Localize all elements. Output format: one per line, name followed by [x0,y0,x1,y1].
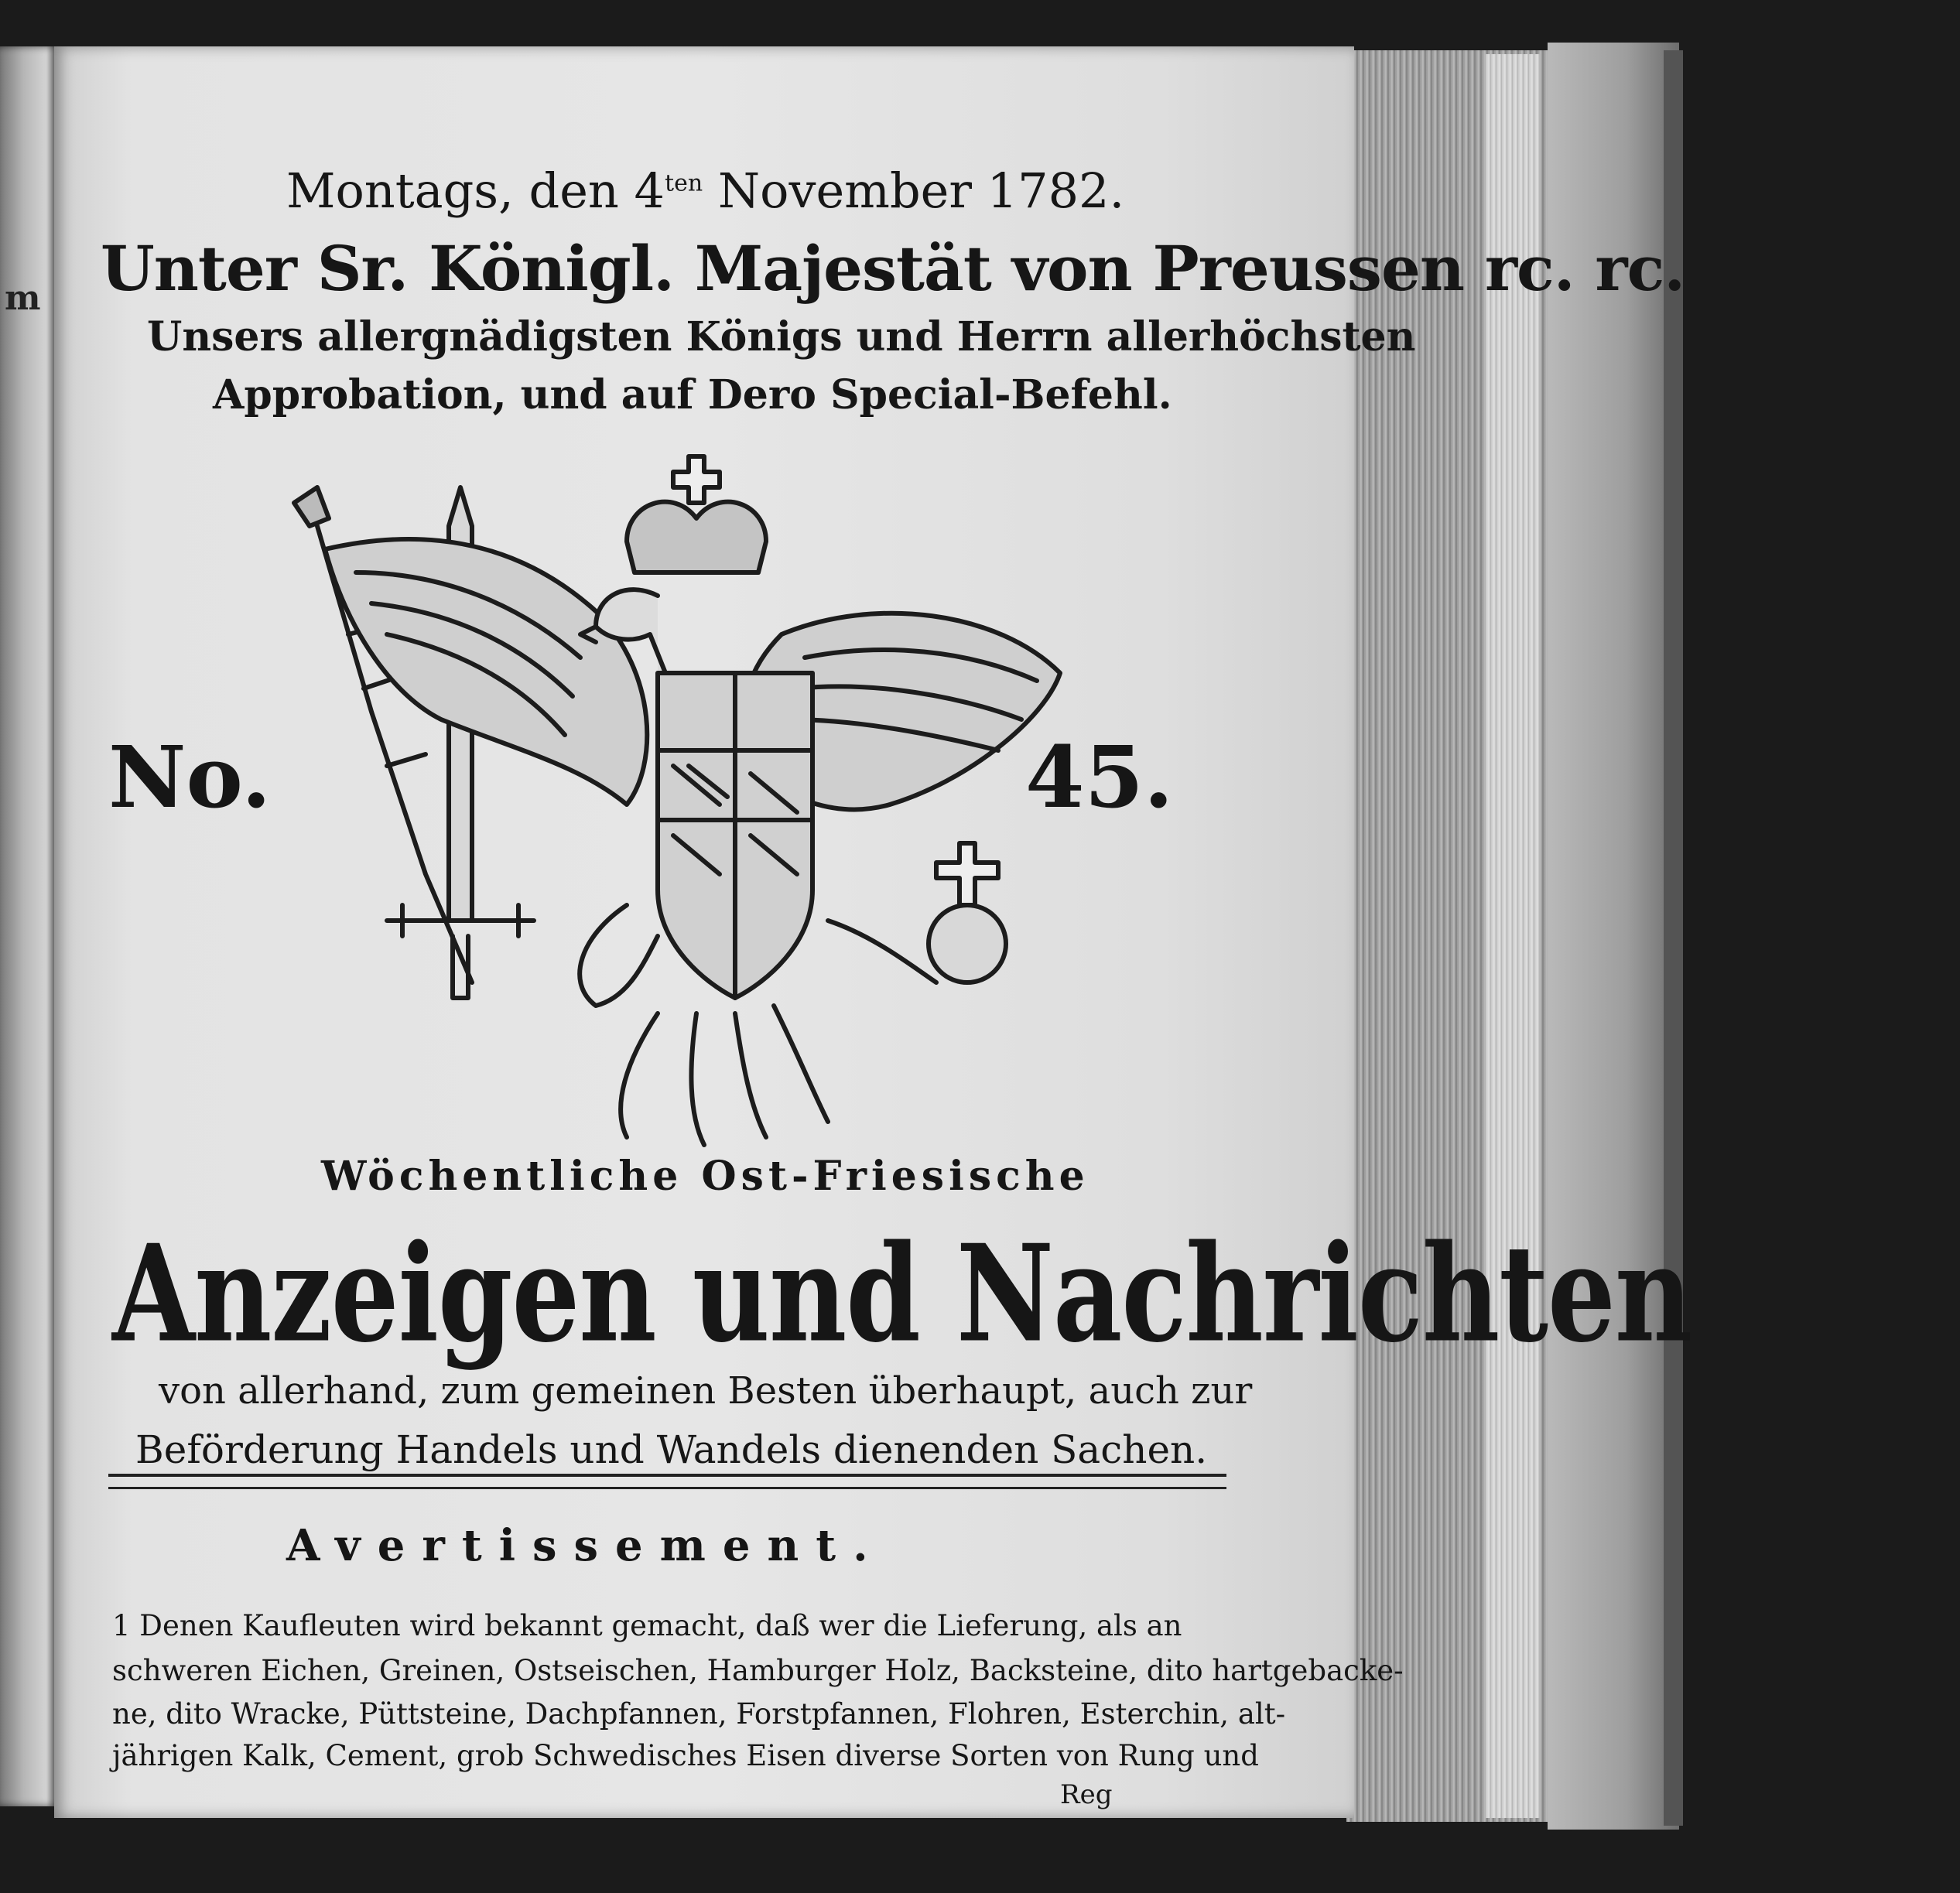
body-line: schweren Eichen, Greinen, Ostseischen, Hamburger Holz, Backsteine, dito hartgebacke- [112,1654,1404,1687]
issue-date [286,162,1124,219]
page-edges-light [1486,54,1540,1818]
body-line: 1 Denen Kaufleuten wird bekannt gemacht, daß wer die Lieferung, als an [112,1609,1182,1642]
date-suffix: November 1782. [703,162,1125,219]
divider-rule-top [108,1474,1226,1477]
left-page-fragment: m [5,278,41,318]
body-line: ne, dito Wracke, Püttsteine, Dachpfannen, Forstpfannen, Flohren, Esterchin, alt- [112,1697,1286,1731]
royal-privilege-line-2: Unsers allergnädigsten Königs und Herrn allerhöchsten [147,313,1416,360]
masthead-subtitle-2: Beförderung Handels und Wandels dienenden Sachen. [135,1427,1208,1472]
masthead-weekly: Wöchentliche Ost-Friesische [321,1153,1089,1200]
section-heading: Avertissement. [286,1520,885,1571]
date-superscript: ten [665,169,703,197]
book-cover [1548,43,1679,1830]
body-line: jährigen Kalk, Cement, grob Schwedisches Eisen diverse Sorten von Rung und [112,1739,1259,1772]
left-page-edge [0,46,58,1806]
book-cover-edge [1664,50,1683,1826]
royal-privilege-line-1: Unter Sr. Königl. Majestät von Preussen rc. rc. [101,232,1685,305]
date-prefix: Montags, den 4 [286,162,665,219]
divider-rule-bottom [108,1487,1226,1489]
newspaper-page [54,46,1692,1818]
eagle-crest-icon [193,441,1107,1153]
royal-privilege-line-3: Approbation, und auf Dero Special-Befehl. [213,371,1172,419]
masthead-title: Anzeigen und Nachrichten [112,1215,1692,1372]
catchword: Reg [1060,1779,1113,1810]
masthead-subtitle-1: von allerhand, zum gemeinen Besten überhaupt, auch zur [159,1369,1253,1413]
issue-number: 45. [1025,727,1174,827]
issue-number-label: No. [108,727,272,827]
